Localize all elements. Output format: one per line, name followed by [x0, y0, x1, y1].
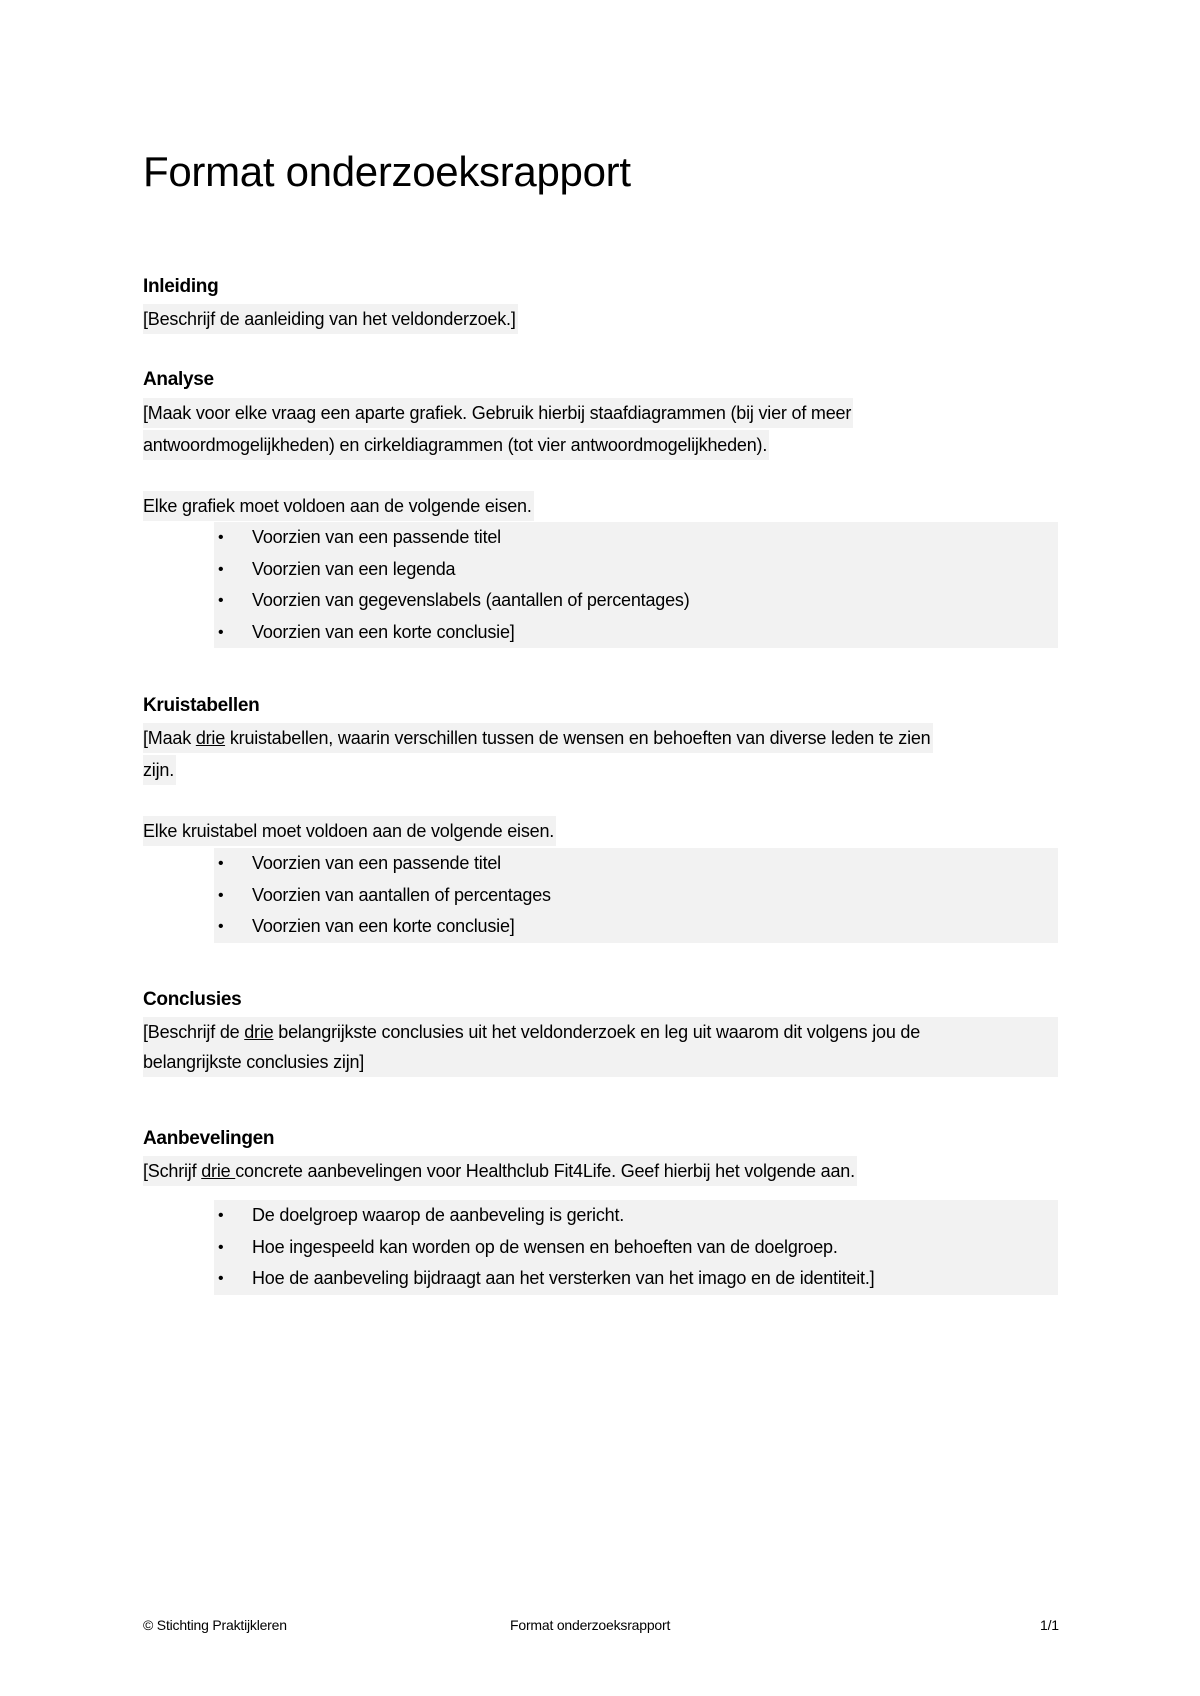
- section-heading-inleiding: Inleiding: [143, 276, 219, 297]
- kruistabellen-body-line-2: zijn.: [143, 755, 176, 785]
- bullet-icon: •: [218, 592, 224, 609]
- analyse-body-line-2: antwoordmogelijkheden) en cirkeldiagrammen (tot vier antwoordmogelijkheden).: [143, 430, 769, 460]
- list-item-text: Voorzien van een passende titel: [252, 527, 501, 547]
- bullet-icon: •: [218, 529, 224, 546]
- list-item: [214, 1232, 1058, 1264]
- bullet-icon: •: [218, 1207, 224, 1224]
- list-item: [214, 554, 1058, 586]
- bullet-icon: •: [218, 623, 224, 641]
- section-heading-aanbevelingen: Aanbevelingen: [143, 1128, 275, 1149]
- bullet-icon: •: [218, 560, 224, 578]
- bullet-icon: •: [218, 1270, 224, 1287]
- list-item: [214, 1263, 1058, 1295]
- bullet-icon: •: [218, 886, 224, 904]
- analyse-body-line-1: [Maak voor elke vraag een aparte grafiek. Gebruik hierbij staafdiagrammen (bij vier of meer: [143, 398, 853, 428]
- aanbevelingen-list: [214, 1200, 1058, 1295]
- list-item-text: Voorzien van gegevenslabels (aantallen of percentages): [252, 590, 690, 610]
- list-item-text: Voorzien van aantallen of percentages: [252, 884, 551, 905]
- kruistabellen-requirements-intro: Elke kruistabel moet voldoen aan de volgende eisen.: [143, 816, 556, 846]
- list-item-text: Voorzien van een passende titel: [252, 853, 501, 873]
- underlined-text: drie: [201, 1161, 236, 1181]
- list-item: [214, 617, 1058, 649]
- footer-document-title: Format onderzoeksrapport: [510, 1617, 671, 1633]
- underlined-text: drie: [244, 1022, 274, 1042]
- bullet-icon: •: [218, 855, 224, 872]
- list-item: [214, 585, 1058, 617]
- bullet-icon: •: [218, 1238, 224, 1256]
- bullet-icon: •: [218, 918, 224, 935]
- text: [Beschrijf de: [143, 1022, 245, 1042]
- list-item-text: Hoe de aanbeveling bijdraagt aan het versterken van het imago en de identiteit.]: [252, 1268, 875, 1288]
- section-heading-conclusies: Conclusies: [143, 989, 242, 1010]
- kruistabellen-body-line-1: [143, 723, 933, 753]
- list-item-text: Voorzien van een legenda: [252, 558, 456, 579]
- document-title: Format onderzoeksrapport: [143, 148, 631, 195]
- footer-page-number: 1/1: [1040, 1617, 1059, 1633]
- text: [Schrijf: [143, 1161, 202, 1181]
- list-item: [214, 522, 1058, 554]
- conclusies-body-line-1: [143, 1017, 1058, 1047]
- list-item-text: De doelgroep waarop de aanbeveling is gericht.: [252, 1205, 625, 1225]
- list-item-text: Voorzien van een korte conclusie]: [252, 916, 515, 936]
- aanbevelingen-body: [143, 1156, 857, 1186]
- underlined-text: drie: [195, 728, 226, 748]
- list-item: [214, 848, 1058, 880]
- section-heading-analyse: Analyse: [143, 369, 214, 390]
- kruistabellen-requirements-list: [214, 848, 1058, 943]
- analyse-requirements-list: [214, 522, 1058, 648]
- analyse-requirements-intro: Elke grafiek moet voldoen aan de volgende eisen.: [143, 491, 534, 521]
- list-item: [214, 880, 1058, 912]
- text: concrete aanbevelingen voor Healthclub Fit4Life. Geef hierbij het volgende aan.: [235, 1161, 855, 1181]
- text: belangrijkste conclusies uit het veldonderzoek en leg uit waarom dit volgens jou de: [273, 1022, 921, 1042]
- footer-copyright: © Stichting Praktijkleren: [143, 1617, 287, 1633]
- list-item-text: Voorzien van een korte conclusie]: [252, 621, 515, 642]
- text: kruistabellen, waarin verschillen tussen de wensen en behoeften van diverse leden te zien: [225, 728, 931, 748]
- section-heading-kruistabellen: Kruistabellen: [143, 695, 260, 716]
- list-item-text: Hoe ingespeeld kan worden op de wensen en behoeften van de doelgroep.: [252, 1236, 838, 1257]
- inleiding-body: [Beschrijf de aanleiding van het veldonderzoek.]: [143, 304, 518, 334]
- list-item: [214, 911, 1058, 943]
- conclusies-body-line-2: belangrijkste conclusies zijn]: [143, 1047, 1058, 1077]
- list-item: [214, 1200, 1058, 1232]
- text: [Maak: [143, 728, 196, 748]
